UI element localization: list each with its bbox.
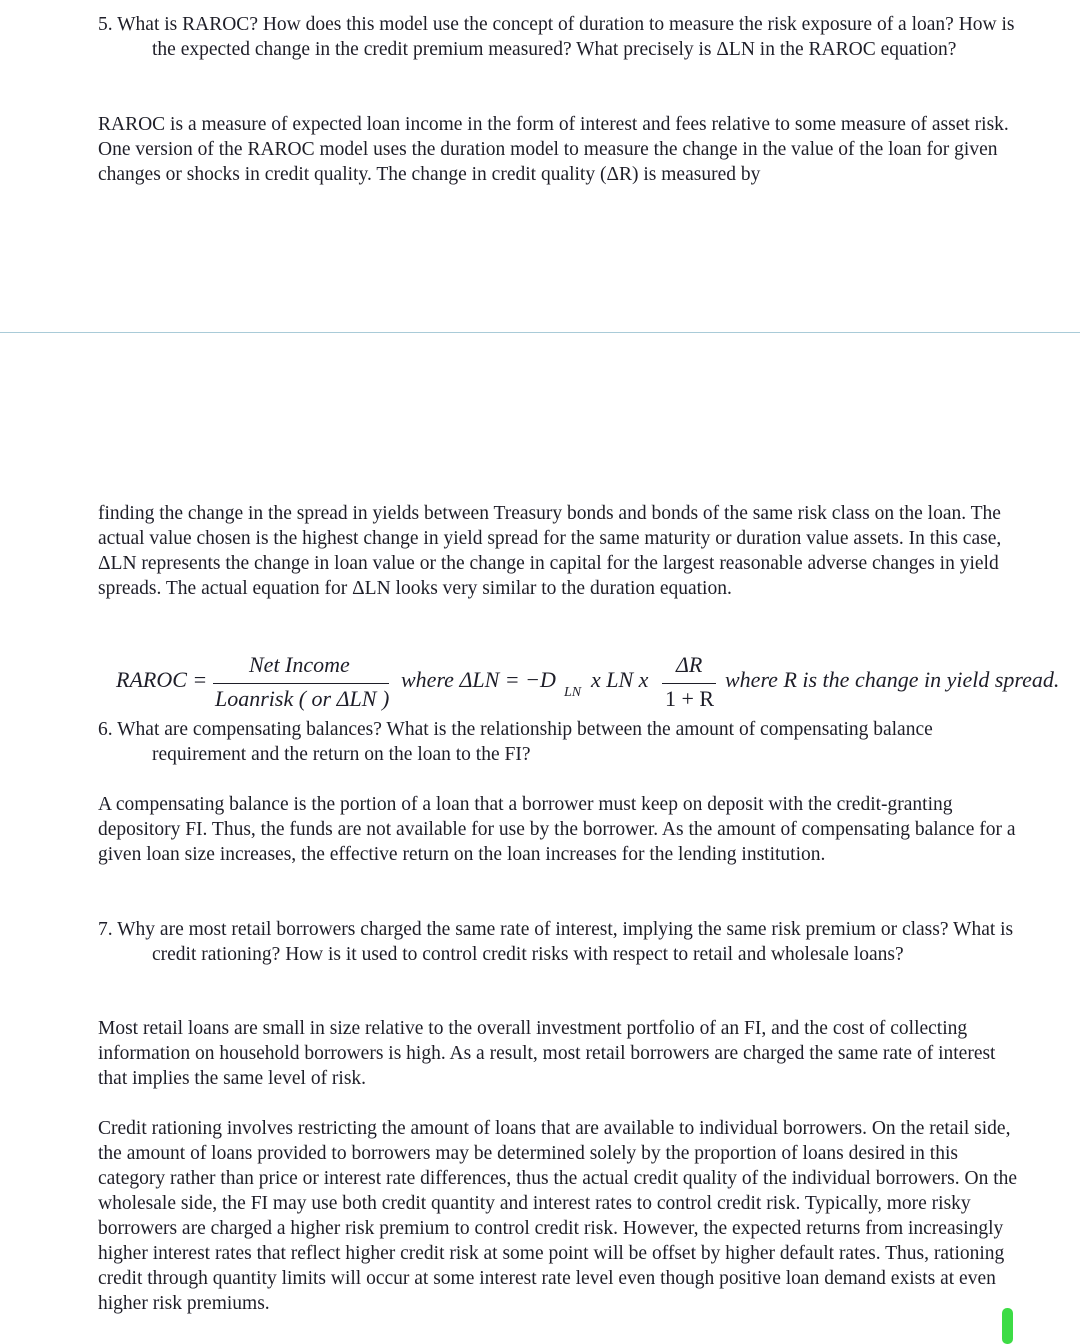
page-break-divider	[0, 332, 1080, 333]
answer-5-part2-text: finding the change in the spread in yields between Treasury bonds and bonds of the same risk class on the loan. The actual value chosen is the highest change in yield spread for the same maturity or duration value assets. In this case, ΔLN represents the change in loan value or the change in capital for the largest reasonable adverse changes in yield spreads. The actual equation for ΔLN looks very similar to the duration equation.	[98, 503, 1002, 599]
answer-7-p2-text: Credit rationing involves restricting the amount of loans that are available to individual borrowers. On the retail side, the amount of loans provided to borrowers may be determined solely by the proportion of loans desired in this category rather than price or interest rate differences, thus the actual credit quality of the individual borrowers. On the wholesale side, the FI may use both credit quantity and interest rates to control credit risk. Typically, more risky borrowers are charged a higher risk premium to control credit risk. However, the expected returns from increasingly higher interest rates that reflect higher credit risk at some point will be offset by higher default rates. Thus, rationing credit through quantity limits will occur at some interest rate level even though positive loan demand exists at even higher risk premiums.	[98, 1118, 1018, 1314]
answer-5-part1	[98, 112, 1028, 187]
question-6	[98, 717, 1028, 767]
answer-5-part2	[98, 501, 1028, 601]
answer-7-p2	[98, 1116, 1028, 1316]
answer-5-part1-text: RAROC is a measure of expected loan income in the form of interest and fees relative to some measure of asset risk. One version of the RAROC model uses the duration model to measure the change in the value of the loan for given changes or shocks in credit quality. The change in credit quality (ΔR) is measured by	[98, 114, 1009, 185]
equation-where-delta-ln: where ΔLN = −D	[401, 667, 556, 692]
question-5	[98, 12, 1028, 62]
question-7	[98, 917, 1028, 967]
answer-6	[98, 792, 1028, 867]
equation-denominator: Loanrisk ( or ΔLN )	[215, 686, 390, 711]
question-6-text: 6. What are compensating balances? What is the relationship between the amount of compensating balance requirement and the return on the loan to the FI?	[98, 719, 933, 765]
equation-fraction-bar	[213, 683, 389, 684]
answer-7-p1-text: Most retail loans are small in size relative to the overall investment portfolio of an FI, and the cost of collecting information on household borrowers is high. As a result, most retail borrowers are charged the same rate of interest that implies the same level of risk.	[98, 1018, 996, 1089]
answer-7-p1	[98, 1016, 1028, 1091]
equation-frac2-bar	[662, 683, 716, 684]
equation-numerator: Net Income	[249, 652, 350, 677]
question-5-text: 5. What is RAROC? How does this model use the concept of duration to measure the risk exposure of a loan? How is the expected change in the credit premium measured? What precisely is ΔLN in the RAROC equation?	[98, 14, 1015, 60]
answer-6-text: A compensating balance is the portion of a loan that a borrower must keep on deposit with the credit-granting depository FI. Thus, the funds are not available for use by the borrower. As the amount of compensating balance for a given loan size increases, the effective return on the loan increases for the lending institution.	[98, 794, 1016, 865]
equation-where-r: where R is the change in yield spread.	[725, 667, 1060, 692]
equation-subscript: LN	[564, 685, 582, 700]
equation-mid: x LN x	[591, 667, 649, 692]
equation-frac2-numerator: ΔR	[676, 652, 703, 677]
equation-frac2-denominator: 1 + R	[665, 686, 715, 711]
scroll-indicator[interactable]	[1002, 1308, 1013, 1344]
equation-lhs: RAROC =	[116, 667, 208, 692]
question-7-text: 7. Why are most retail borrowers charged the same rate of interest, implying the same risk premium or class? What is credit rationing? How is it used to control credit risks with respect to retail and wholesale loans?	[98, 919, 1014, 965]
